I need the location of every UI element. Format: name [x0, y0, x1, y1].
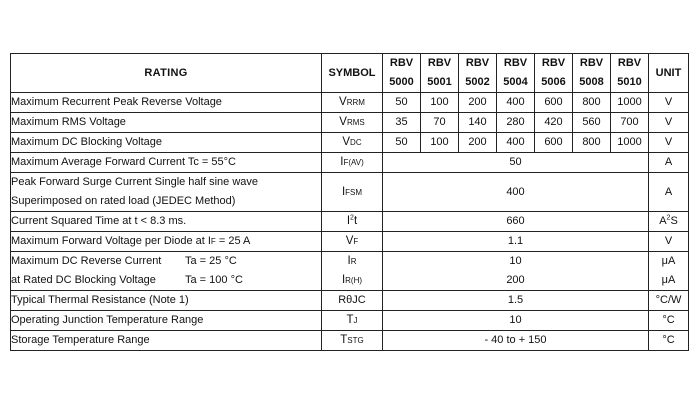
unit-cell: μA μA [649, 252, 689, 291]
value-cell: 400 [497, 93, 535, 113]
table-row-ir [11, 252, 689, 291]
value-cell: 50 [383, 133, 421, 153]
symbol-cell: TSTG [322, 331, 383, 351]
value-cell: 800 [573, 133, 611, 153]
table-row-i2t [11, 212, 689, 232]
table-row-rthjc [11, 291, 689, 311]
model-header: RBV 5002 [459, 54, 497, 93]
value-cell: 1000 [611, 133, 649, 153]
value-cell: 1.5 [383, 291, 649, 311]
value-cell: 200 [459, 133, 497, 153]
unit-cell: °C [649, 311, 689, 331]
symbol-header: SYMBOL [322, 54, 383, 93]
value-cell: 200 [459, 93, 497, 113]
rating-cell: Current Squared Time at t < 8.3 ms. [11, 212, 322, 232]
value-cell: 100 [421, 133, 459, 153]
value-cell: 10 [383, 311, 649, 331]
value-cell: 1.1 [383, 232, 649, 252]
rating-cell: Maximum Recurrent Peak Reverse Voltage [11, 93, 322, 113]
value-cell: 560 [573, 113, 611, 133]
value-cell: - 40 to + 150 [383, 331, 649, 351]
table-row-tstg [11, 331, 689, 351]
symbol-cell: VDC [322, 133, 383, 153]
rating-cell: Maximum RMS Voltage [11, 113, 322, 133]
ratings-table [10, 53, 689, 351]
table-row-ifsm [11, 173, 689, 212]
value-cell: 600 [535, 133, 573, 153]
table-row-vrrm [11, 93, 689, 113]
symbol-cell: $I^2t$ [322, 212, 383, 232]
rating-line: Superimposed on rated load (JEDEC Method) [11, 195, 236, 207]
rating-cell: Maximum DC Reverse Current Ta = 25 °C at Rated DC Blocking Voltage Ta = 100 °C [11, 252, 322, 291]
value-cell: 400 [383, 173, 649, 212]
value-cell: 420 [535, 113, 573, 133]
unit-cell: °C/W [649, 291, 689, 311]
rating-cell [11, 173, 322, 212]
rating-cell: Typical Thermal Resistance (Note 1) [11, 291, 322, 311]
value-cell: 10 200 [383, 252, 649, 291]
symbol-cell: IR IR(H) [322, 252, 383, 291]
table-row-vf [11, 232, 689, 252]
rating-cell: Maximum Average Forward Current Tc = 55°C [11, 153, 322, 173]
model-header: RBV 5006 [535, 54, 573, 93]
value-cell: 280 [497, 113, 535, 133]
rating-header: RATING [11, 54, 322, 93]
symbol-cell: TJ [322, 311, 383, 331]
model-header: RBV 5001 [421, 54, 459, 93]
unit-cell: V [649, 133, 689, 153]
header-row [11, 54, 689, 93]
unit-cell: A [649, 153, 689, 173]
value-cell: 660 [383, 212, 649, 232]
value-cell: 50 [383, 93, 421, 113]
value-cell: 70 [421, 113, 459, 133]
value-cell: 600 [535, 93, 573, 113]
value-cell: 140 [459, 113, 497, 133]
symbol-cell: VF [322, 232, 383, 252]
unit-cell: A [649, 173, 689, 212]
value-cell: 50 [383, 153, 649, 173]
symbol-cell: RθJC [322, 291, 383, 311]
model-header: RBV 5008 [573, 54, 611, 93]
unit-cell: V [649, 232, 689, 252]
table-row-vdc [11, 133, 689, 153]
model-header: RBV 5000 [383, 54, 421, 93]
unit-header: UNIT [649, 54, 689, 93]
value-cell: 1000 [611, 93, 649, 113]
unit-cell: $A^2S$ [649, 212, 689, 232]
rating-cell: Maximum DC Blocking Voltage [11, 133, 322, 153]
value-cell: 700 [611, 113, 649, 133]
value-cell: 35 [383, 113, 421, 133]
table-row-tj [11, 311, 689, 331]
rating-line: Peak Forward Surge Current Single half sine wave [11, 176, 259, 188]
rating-cell: Operating Junction Temperature Range [11, 311, 322, 331]
symbol-cell: VRMS [322, 113, 383, 133]
model-header: RBV 5010 [611, 54, 649, 93]
rating-cell: Storage Temperature Range [11, 331, 322, 351]
unit-cell: V [649, 93, 689, 113]
rating-cell: Maximum Forward Voltage per Diode at IF = 25 A [11, 232, 322, 252]
table-row-vrms [11, 113, 689, 133]
unit-cell: V [649, 113, 689, 133]
value-cell: 400 [497, 133, 535, 153]
value-cell: 800 [573, 93, 611, 113]
value-cell: 100 [421, 93, 459, 113]
table-row-ifav [11, 153, 689, 173]
model-header: RBV 5004 [497, 54, 535, 93]
symbol-cell: IFSM [322, 173, 383, 212]
symbol-cell: IF(AV) [322, 153, 383, 173]
unit-cell: °C [649, 331, 689, 351]
symbol-cell: VRRM [322, 93, 383, 113]
